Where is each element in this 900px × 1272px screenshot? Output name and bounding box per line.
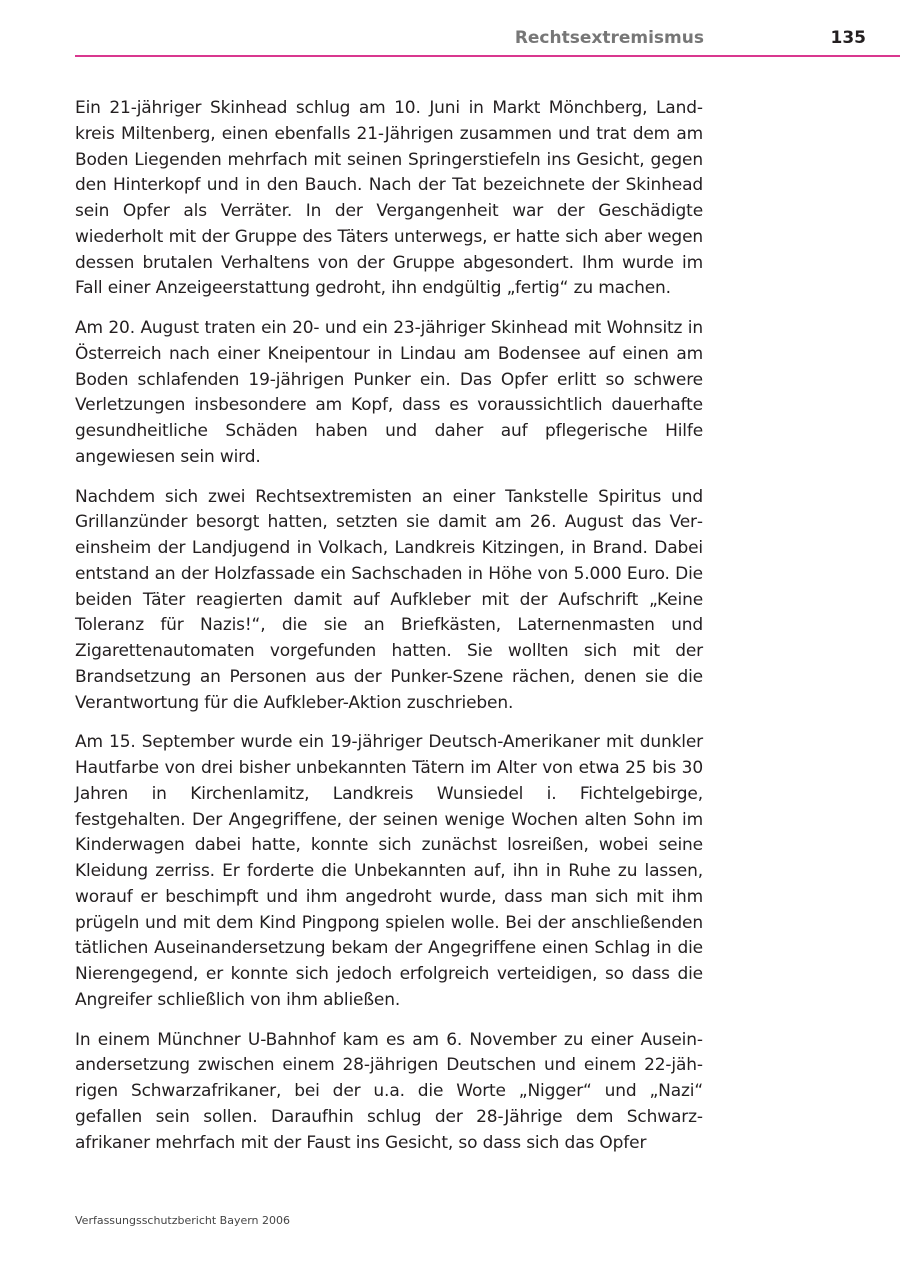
header-divider xyxy=(75,55,900,57)
paragraph-4: Am 15. September wurde ein 19-jähriger Deutsch-Amerikaner mit dunkler Hautfarbe von drei bisher unbekannten Tätern im Alter von etwa 25 bis 30 Jahren in Kirchenlamitz, Landkreis Wunsiedel i. Fichtelgebirge, festgehalten. Der Angegriffene, der seinen wenige Wochen alten Sohn im Kinderwagen dabei hatte, konnte sich zunächst losreißen, wobei seine Kleidung zerriss. Er forderte die Unbekannten auf, ihn in Ruhe zu lassen, worauf er beschimpft und ihm angedroht wurde, dass man sich mit ihm prügeln und mit dem Kind Pingpong spielen wolle. Bei der anschließenden tätlichen Auseinandersetzung bekam der Angegriffene einen Schlag in die Nierengegend, er konnte sich jedoch erfolgreich verteidigen, so dass die Angreifer schließlich von ihm abließen. xyxy=(75,732,703,1010)
paragraph-1: Ein 21-jähriger Skinhead schlug am 10. Juni in Markt Mönchberg, Landkreis Miltenberg, einen ebenfalls 21-Jährigen zusammen und trat dem am Boden Liegenden mehrfach mit seinen Springerstiefeln ins Gesicht, gegen den Hinterkopf und in den Bauch. Nach der Tat bezeichnete der Skinhead sein Opfer als Verräter. In der Vergangenheit war der Geschädigte wiederholt mit der Gruppe des Täters unterwegs, er hatte sich aber wegen dessen brutalen Verhaltens von der Gruppe abgesondert. Ihm wurde im Fall einer Anzeigeerstattung gedroht, ihn endgültig „fertig“ zu machen. xyxy=(75,98,703,299)
section-title: Rechtsextremismus xyxy=(514,28,704,48)
footer-publication: Verfassungsschutzbericht Bayern 2006 xyxy=(75,1214,291,1227)
paragraph-3: Nachdem sich zwei Rechtsextremisten an einer Tankstelle Spiritus und Grillanzünder besorgt hatten, setzten sie damit am 26. August das Vereinsheim der Landjugend in Volkach, Landkreis Kitzingen, in Brand. Dabei entstand an der Holzfassade ein Sachschaden in Höhe von 5.000 Euro. Die beiden Täter reagierten damit auf Aufkleber mit der Aufschrift „Keine Toleranz für Nazis!“, die sie an Briefkästen, Laternenmasten und Zigarettenautomaten vorgefunden hatten. Sie wollten sich mit der Brandsetzung an Personen aus der Punker-Szene rächen, denen sie die Verantwortung für die Aufkleber-Aktion zuschrieben. xyxy=(75,486,703,713)
body-text xyxy=(75,96,703,1170)
paragraph-5: In einem Münchner U-Bahnhof kam es am 6. November zu einer Auseinandersetzung zwischen einem 28-jährigen Deutschen und einem 22-jährigen Schwarzafrikaner, bei der u.a. die Worte „Nigger“ und „Nazi“ gefallen sein sollen. Daraufhin schlug der 28-Jährige dem Schwarzafrikaner mehrfach mit der Faust ins Gesicht, so dass sich das Opfer xyxy=(75,1029,703,1153)
page-number: 135 xyxy=(830,28,866,48)
paragraph-2: Am 20. August traten ein 20- und ein 23-jähriger Skinhead mit Wohnsitz in Österreich nach einer Kneipentour in Lindau am Bodensee auf einen am Boden schlafenden 19-jährigen Punker ein. Das Opfer erlitt so schwere Verletzungen insbesondere am Kopf, dass es voraussichtlich dauerhafte gesundheitliche Schäden haben und daher auf pflegerische Hilfe angewiesen sein wird. xyxy=(75,318,703,467)
